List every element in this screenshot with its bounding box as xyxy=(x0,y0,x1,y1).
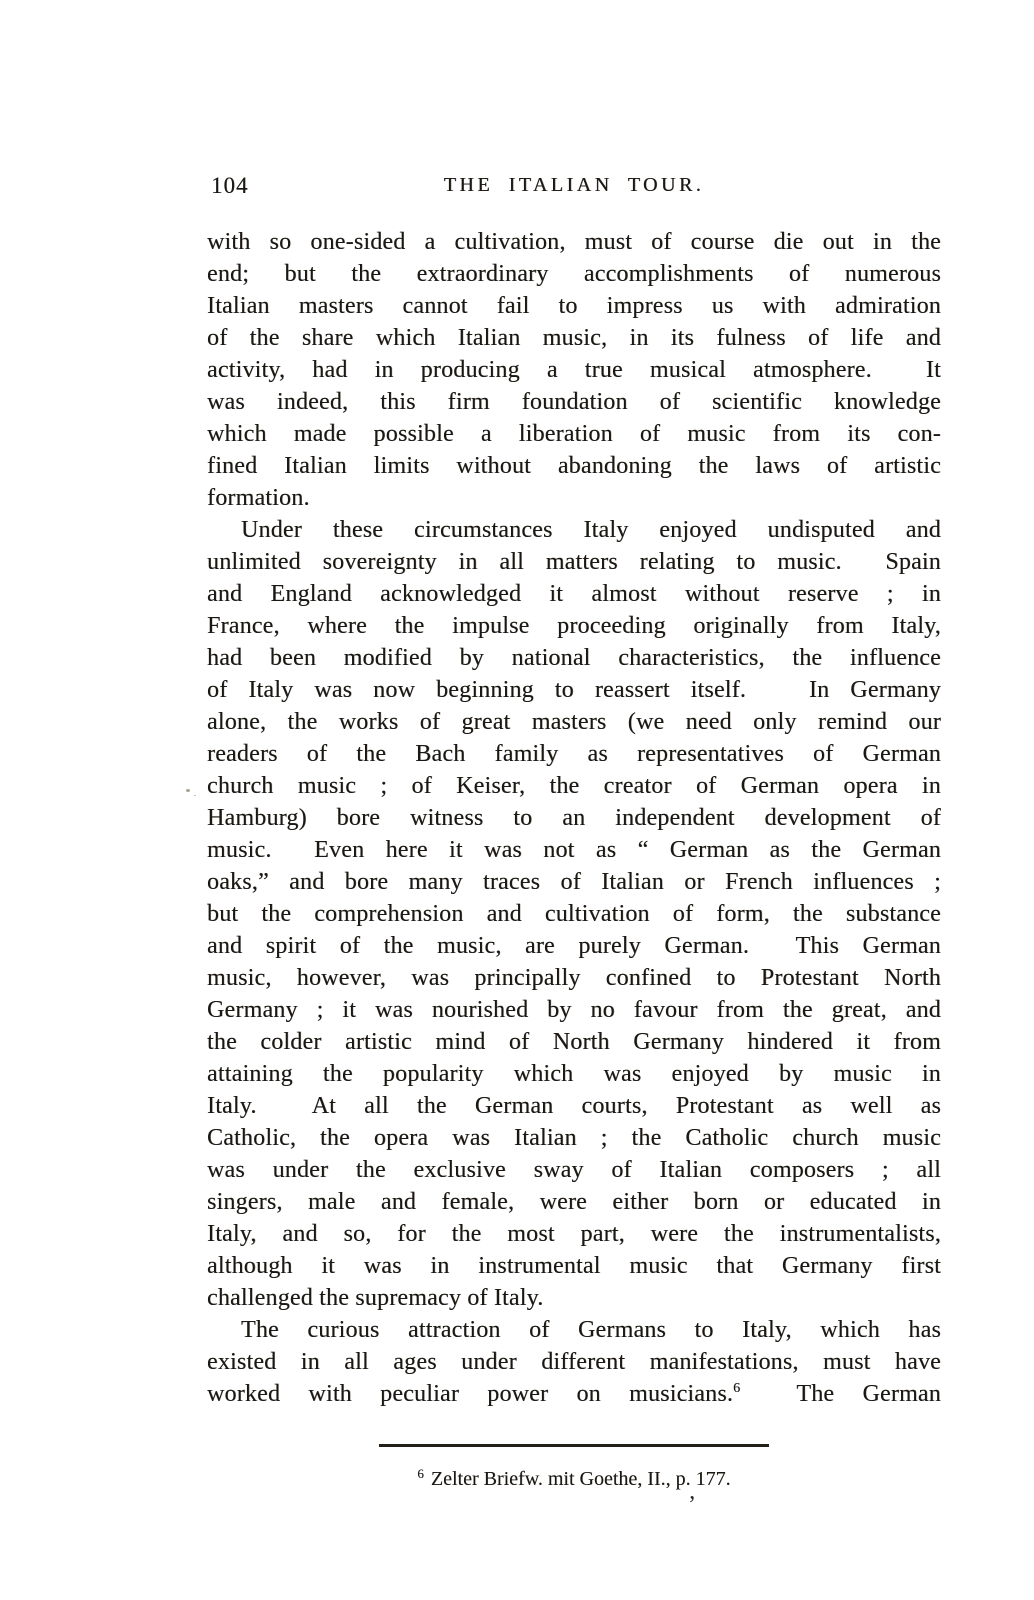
stray-ink-mark: ’ xyxy=(688,1492,696,1518)
text-line: oaks,” and bore many traces of Italian or French influences ; xyxy=(207,869,941,895)
footnote-reference: 6 xyxy=(733,1381,741,1396)
text-line: fined Italian limits without abandoning the laws of artistic xyxy=(207,453,941,479)
text-line: challenged the supremacy of Italy. xyxy=(207,1285,544,1311)
paragraph xyxy=(207,1314,941,1410)
text-line: of the share which Italian music, in its fulness of life and xyxy=(207,325,941,351)
text-line: France, where the impulse proceeding originally from Italy, xyxy=(207,613,941,639)
footnote-text: Zelter Briefw. mit Goethe, II., p. 177. xyxy=(430,1468,731,1490)
text-line: and England acknowledged it almost without reserve ; in xyxy=(207,581,941,607)
footnote-marker: 6 xyxy=(417,1466,424,1481)
text-line: which made possible a liberation of music from its con- xyxy=(207,421,941,447)
text-line: readers of the Bach family as representatives of German xyxy=(207,741,941,767)
text-line: formation. xyxy=(207,485,310,511)
page-number: 104 xyxy=(211,173,249,198)
text-line: was under the exclusive sway of Italian composers ; all xyxy=(207,1157,941,1183)
text-line: although it was in instrumental music that Germany first xyxy=(207,1253,941,1279)
text-line: with so one-sided a cultivation, must of course die out in the xyxy=(207,229,941,255)
running-head xyxy=(207,172,941,202)
text-line: church music ; of Keiser, the creator of German opera in xyxy=(207,773,941,799)
text-line: the colder artistic mind of North Germany hindered it from xyxy=(207,1029,941,1055)
text-line: had been modified by national characteristics, the influence xyxy=(207,645,941,671)
text-line: was indeed, this firm foundation of scientific knowledge xyxy=(207,389,941,415)
text-line: Italy. At all the German courts, Protestant as well as xyxy=(207,1093,941,1119)
text-line: but the comprehension and cultivation of form, the substance xyxy=(207,901,941,927)
text-line: end; but the extraordinary accomplishments of numerous xyxy=(207,261,941,287)
text-line: Hamburg) bore witness to an independent development of xyxy=(207,805,941,831)
footnote xyxy=(207,1460,941,1493)
running-title: THE ITALIAN TOUR. xyxy=(443,174,705,196)
text-line: The curious attraction of Germans to Italy, which has xyxy=(241,1317,941,1343)
footnote-separator-rule xyxy=(379,1444,769,1447)
text-line: Catholic, the opera was Italian ; the Catholic church music xyxy=(207,1125,941,1151)
paragraph xyxy=(207,514,941,1314)
text-line: attaining the popularity which was enjoyed by music in xyxy=(207,1061,941,1087)
text-line: Italian masters cannot fail to impress us with admiration xyxy=(207,293,941,319)
text-line: Under these circumstances Italy enjoyed undisputed and xyxy=(241,517,941,543)
text-line: music, however, was principally confined to Protestant North xyxy=(207,965,941,991)
text-line: and spirit of the music, are purely German. This German xyxy=(207,933,941,959)
text-line: unlimited sovereignty in all matters relating to music. Spain xyxy=(207,549,941,575)
paragraph xyxy=(207,226,941,514)
text-line: of Italy was now beginning to reassert itself. In Germany xyxy=(207,677,941,703)
text-line: existed in all ages under different manifestations, must have xyxy=(207,1349,941,1375)
text-line: Italy, and so, for the most part, were the instrumentalists, xyxy=(207,1221,941,1247)
text-line: worked with peculiar power on musicians.$^6$ The German xyxy=(207,1381,941,1407)
text-line: singers, male and female, were either born or educated in xyxy=(207,1189,941,1215)
text-line: music. Even here it was not as “ German as the German xyxy=(207,837,941,863)
page-body xyxy=(207,226,941,1410)
text-line: alone, the works of great masters (we need only remind our xyxy=(207,709,941,735)
text-line: Germany ; it was nourished by no favour from the great, and xyxy=(207,997,941,1023)
text-line: activity, had in producing a true musical atmosphere. It xyxy=(207,357,941,383)
scan-speckle xyxy=(186,789,190,792)
